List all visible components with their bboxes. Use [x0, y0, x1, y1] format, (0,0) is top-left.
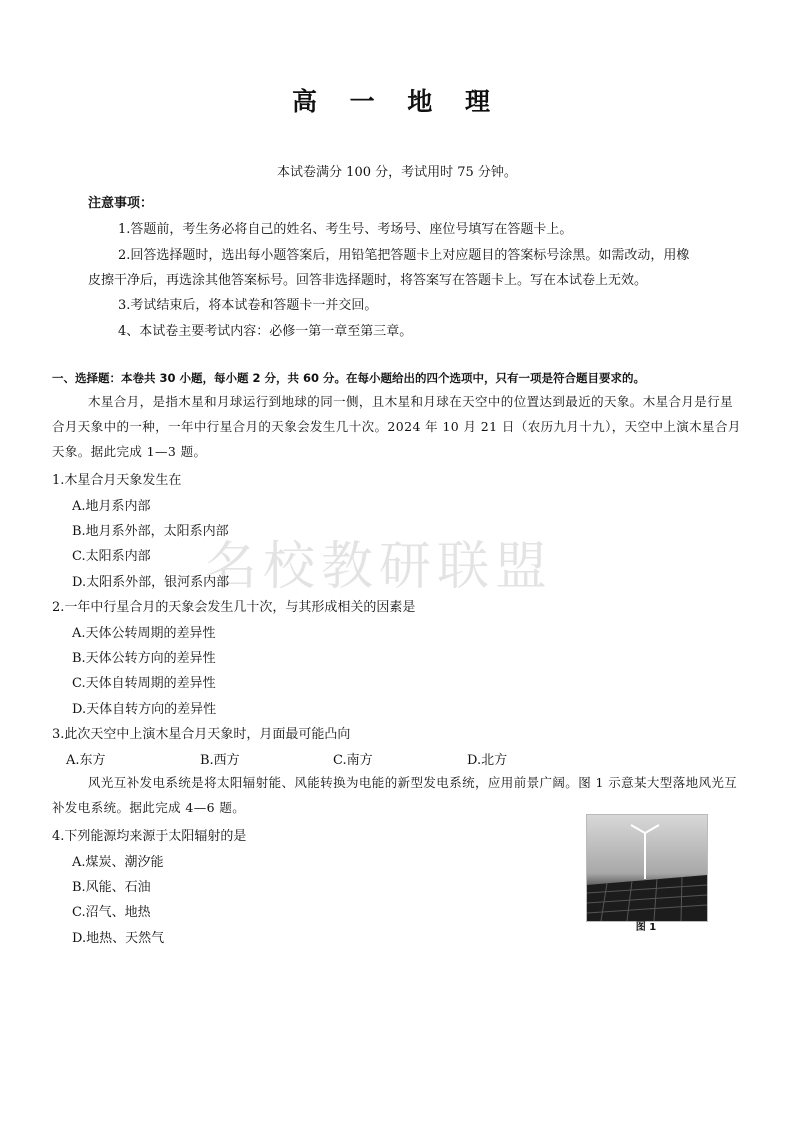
q3-option-a: A.东方: [66, 753, 106, 768]
figure-1-caption: 图 1: [635, 922, 657, 933]
question-2-stem: 2.一年中行星合月的天象会发生几十次，与其形成相关的因素是: [52, 600, 416, 615]
note-item-1: 1.答题前，考生务必将自己的姓名、考生号、考场号、座位号填写在答题卡上。: [118, 222, 573, 237]
page-title: 高 一 地 理: [291, 87, 503, 116]
note-item-4: 4、本试卷主要考试内容：必修一第一章至第三章。: [118, 324, 413, 339]
q4-option-c: C.沼气、地热: [72, 905, 151, 920]
q1-option-b: B.地月系外部，太阳系内部: [72, 524, 229, 539]
q2-option-c: C.天体自转周期的差异性: [72, 676, 216, 691]
notes-heading: 注意事项：: [88, 196, 154, 211]
figure-1-image: [586, 814, 708, 922]
q1-option-d: D.太阳系外部，银河系内部: [72, 575, 230, 590]
note-item-2: 2.回答选择题时，选出每小题答案后，用铅笔把答题卡上对应题目的答案标号涂黑。如需改动，用橡: [118, 248, 690, 263]
q4-option-b: B.风能、石油: [72, 880, 151, 895]
exam-subtitle: 本试卷满分 100 分，考试用时 75 分钟。: [277, 165, 517, 180]
q1-option-a: A.地月系内部: [72, 499, 151, 514]
q3-option-d: D.北方: [467, 753, 508, 768]
question-4-stem: 4.下列能源均来源于太阳辐射的是: [52, 829, 247, 844]
q2-option-a: A.天体公转周期的差异性: [72, 626, 216, 641]
q1-option-c: C.太阳系内部: [72, 549, 151, 564]
q3-option-b: B.西方: [200, 753, 240, 768]
note-item-3: 3.考试结束后，将本试卷和答题卡一并交回。: [118, 298, 378, 313]
passage-1: 木星合月，是指木星和月球运行到地球的同一侧，且木星和月球在天空中的位置达到最近的天象。木星合月是行星合月天象中的一种，一年中行星合月的天象会发生几十次。2024 年 10 月 21 日（农历九月十九），天空中上演木星合月天象。据此完成 1—3 题。: [52, 394, 741, 459]
q2-option-b: B.天体公转方向的差异性: [72, 651, 216, 666]
q4-option-d: D.地热、天然气: [72, 931, 165, 946]
section-heading: 一、选择题：本卷共 30 小题，每小题 2 分，共 60 分。在每小题给出的四个选项中，只有一项是符合题目要求的。: [52, 371, 646, 385]
q4-option-a: A.煤炭、潮汐能: [72, 855, 164, 870]
watermark: 名校教研联盟: [205, 537, 554, 597]
question-3-stem: 3.此次天空中上演木星合月天象时，月面最可能凸向: [52, 727, 351, 742]
question-1-stem: 1.木星合月天象发生在: [52, 473, 182, 488]
passage-2: 风光互补发电系统是将太阳辐射能、风能转换为电能的新型发电系统，应用前景广阔。图 1 示意某大型落地风光互补发电系统。据此完成 4—6 题。: [52, 775, 738, 815]
note-item-2-cont: 皮擦干净后，再选涂其他答案标号。回答非选择题时，将答案写在答题卡上。写在本试卷上无效。: [88, 273, 648, 288]
q3-option-c: C.南方: [333, 753, 373, 768]
q2-option-d: D.天体自转方向的差异性: [72, 702, 217, 717]
